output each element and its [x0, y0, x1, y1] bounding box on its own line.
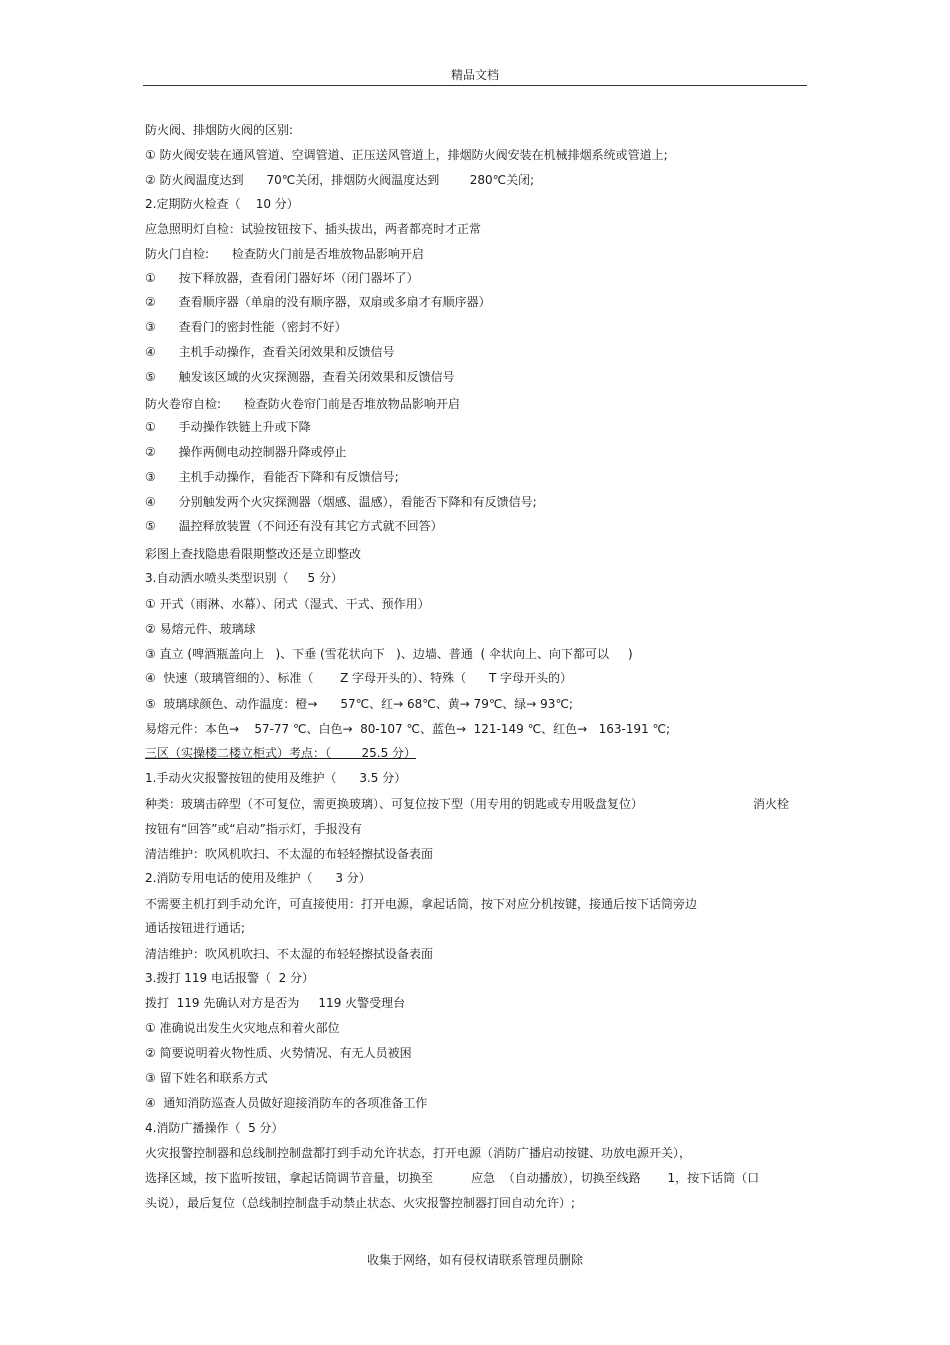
text-line: ④ 通知消防巡查人员做好迎接消防车的各项准备工作 — [145, 1096, 428, 1110]
page-header-title: 精品文档 — [450, 68, 499, 82]
text-line: 防火阀、排烟防火阀的区别: — [145, 123, 294, 137]
text-line: 按钮有“回答”或“启动”指示灯，手报没有 — [145, 822, 362, 836]
text-line: ④ 主机手动操作，查看关闭效果和反馈信号 — [145, 345, 395, 359]
text-line: 种类：玻璃击碎型（不可复位，需更换玻璃）、可复位按下型（用专用的钥匙或专用吸盘复位） — [145, 797, 644, 811]
text-line: 拨打 119 先确认对方是否为 119 火警受理台 — [145, 996, 406, 1010]
text-line: 清洁维护：吹风机吹扫、不太湿的布轻轻擦拭设备表面 — [145, 847, 434, 861]
text-line: ② 防火阀温度达到 70℃关闭，排烟防火阀温度达到 280℃关闭; — [145, 173, 535, 187]
text-line: ③ 主机手动操作，看能否下降和有反馈信号; — [145, 470, 399, 484]
text-line: 3.拨打 119 电话报警（ 2 分） — [145, 971, 315, 985]
text-line: ① 准确说出发生火灾地点和着火部位 — [145, 1021, 340, 1035]
text-line: 2.消防专用电话的使用及维护（ 3 分） — [145, 871, 371, 885]
page-footer: 收集于网络，如有侵权请联系管理员删除 — [366, 1253, 583, 1267]
text-line: ⑤ 温控释放装置（不问还有没有其它方式就不回答） — [145, 519, 443, 533]
text-line: 头说），最后复位（总线制控制盘手动禁止状态、火灾报警控制器打回自动允许）; — [145, 1196, 576, 1210]
text-line: ① 手动操作铁链上升或下降 — [145, 420, 311, 434]
text-line: 彩图上查找隐患看限期整改还是立即整改 — [145, 547, 362, 561]
text-line: ② 操作两侧电动控制器升降或停止 — [145, 445, 347, 459]
text-line: 1.手动火灾报警按钮的使用及维护（ 3.5 分） — [145, 771, 407, 785]
text-line: ③ 直立 (啤酒瓶盖向上 )、下垂 (雪花状向下 )、边墙、普通 ( 伞状向上、向下都可以 ) — [145, 647, 633, 661]
text-line: ③ 查看门的密封性能（密封不好） — [145, 320, 347, 334]
text-line: 防火卷帘自检: 检查防火卷帘门前是否堆放物品影响开启 — [145, 397, 460, 411]
text-line: ④ 快速（玻璃管细的）、标准（ Z 字母开头的）、特殊（ T 字母开头的） — [145, 671, 573, 685]
text-line: ① 开式（雨淋、水幕）、闭式（湿式、干式、预作用） — [145, 597, 430, 611]
text-line: 防火门自检: 检查防火门前是否堆放物品影响开启 — [145, 247, 424, 261]
text-line: ④ 分别触发两个火灾探测器（烟感、温感），看能否下降和有反馈信号; — [145, 495, 537, 509]
text-line: 清洁维护：吹风机吹扫、不太湿的布轻轻擦拭设备表面 — [145, 947, 434, 961]
text-line: ③ 留下姓名和联系方式 — [145, 1071, 268, 1085]
text-line: 2.定期防火检查（ 10 分） — [145, 197, 299, 211]
text-line: 4.消防广播操作（ 5 分） — [145, 1121, 284, 1135]
text-line: 应急照明灯自检：试验按钮按下、插头拔出，两者都亮时才正常 — [145, 222, 482, 236]
text-line: 选择区域，按下监听按钮，拿起话筒调节音量，切换至 应急 （自动播放），切换至线路 1，按下话筒（口 — [145, 1171, 760, 1185]
section-heading-underlined: 三区（实操楼二楼立柜式）考点：（ 25.5 分） — [145, 746, 417, 760]
text-line: ⑤ 玻璃球颜色、动作温度：橙→ 57℃、红→ 68℃、黄→ 79℃、绿→ 93℃; — [145, 697, 573, 711]
text-line: 火灾报警控制器和总线制控制盘都打到手动允许状态，打开电源（消防广播启动按键、功放电源开关）， — [145, 1146, 692, 1160]
text-line: ② 查看顺序器（单扇的没有顺序器，双扇或多扇才有顺序器） — [145, 295, 491, 309]
text-line: ① 按下释放器，查看闭门器好坏（闭门器坏了） — [145, 271, 419, 285]
text-line-right: 消火栓 — [753, 797, 790, 811]
text-line: 易熔元件：本色→ 57-77 ℃、白色→ 80-107 ℃、蓝色→ 121-149 ℃、红色→ 163-191 ℃; — [145, 722, 671, 736]
text-line: 3.自动洒水喷头类型识别（ 5 分） — [145, 571, 343, 585]
text-line: ② 易熔元件、玻璃球 — [145, 622, 256, 636]
text-line: ① 防火阀安装在通风管道、空调管道、正压送风管道上，排烟防火阀安装在机械排烟系统或管道上; — [145, 148, 668, 162]
text-line: 不需要主机打到手动允许，可直接使用：打开电源，拿起话筒，按下对应分机按键，接通后按下话筒旁边 — [145, 897, 698, 911]
header-divider — [143, 85, 807, 86]
text-line: 通话按钮进行通话; — [145, 921, 246, 935]
text-line: ⑤ 触发该区域的火灾探测器，查看关闭效果和反馈信号 — [145, 370, 455, 384]
text-line: ② 简要说明着火物性质、火势情况、有无人员被困 — [145, 1046, 412, 1060]
